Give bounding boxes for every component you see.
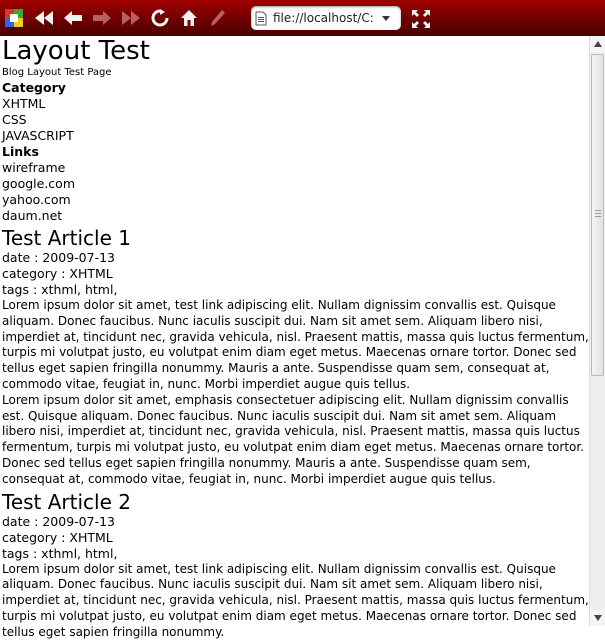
article-paragraph: Lorem ipsum dolor sit amet, test link adipiscing elit. Nullam dignissim convallis est. Quisque aliquam. Donec faucibus. Nunc iaculis suscipit dui. Nam sit amet sem. Aliquam libero nisi, imperdiet at, tincidunt nec, gravida vehicula, nisl. Praesent mattis, massa quis luctus fermentum, turpis mi volutpat justo, eu volutpat enim diam eget metus. Maecenas ornare tortor. Donec sed tellus eget sapien fringilla nonummy. xyxy=(2,561,589,639)
article xyxy=(2,226,589,488)
home-icon xyxy=(180,9,198,27)
page-content xyxy=(0,36,589,639)
article-paragraph: Lorem ipsum dolor sit amet, test link adipiscing elit. Nullam dignissim convallis est. Quisque aliquam. Donec faucibus. Nunc iaculis suscipit dui. Nam sit amet sem. Aliquam libero nisi, imperdiet at, tincidunt nec, gravida vehicula, nisl. Praesent mattis, massa quis luctus fermentum, turpis mi volutpat justo, eu volutpat enim diam eget metus. Maecenas ornare tortor. Donec sed tellus eget sapien fringilla nonummy. Mauris a ante. Suspendisse quam sem, consequat at, commodo vitae, feugiat in, nunc. Morbi imperdiet augue quis tellus. xyxy=(2,298,589,391)
forward-button[interactable] xyxy=(89,4,115,32)
link-wireframe[interactable]: wireframe xyxy=(2,160,66,175)
article-date: date : 2009-07-13 xyxy=(2,250,115,265)
fast-forward-button[interactable] xyxy=(118,4,144,32)
rewind-button[interactable] xyxy=(31,4,57,32)
page-title: Layout Test xyxy=(2,36,150,66)
links-heading: Links xyxy=(2,144,39,159)
category-link-xhtml[interactable]: XHTML xyxy=(2,96,46,111)
address-input[interactable] xyxy=(273,9,381,27)
vertical-scrollbar[interactable] xyxy=(589,36,605,626)
address-bar[interactable] xyxy=(251,6,401,30)
back-icon xyxy=(63,10,83,26)
reload-button[interactable] xyxy=(147,4,173,32)
fast-forward-icon xyxy=(120,10,142,26)
scroll-down-icon xyxy=(594,615,602,621)
pencil-icon xyxy=(210,9,226,27)
scroll-up-button[interactable] xyxy=(590,36,605,52)
forward-icon xyxy=(92,10,112,26)
grip-line xyxy=(595,216,601,217)
reload-icon xyxy=(151,9,169,27)
fullscreen-icon xyxy=(410,8,432,30)
article-tags: tags : xthml, html, xyxy=(2,282,118,297)
chrome-logo-icon[interactable] xyxy=(3,7,25,29)
article-title: Test Article 1 xyxy=(2,226,131,250)
link-google[interactable]: google.com xyxy=(2,176,75,191)
fullscreen-button[interactable] xyxy=(410,8,432,30)
rewind-icon xyxy=(33,10,55,26)
category-heading: Category xyxy=(2,80,66,95)
article-category: category : XHTML xyxy=(2,529,113,545)
grip-line xyxy=(595,210,601,211)
article-title: Test Article 2 xyxy=(2,489,131,514)
scroll-up-icon xyxy=(594,41,602,47)
article-paragraph: Lorem ipsum dolor sit amet, emphasis consectetuer adipiscing elit. Nullam dignissim convallis est. Quisque aliquam. Donec faucibus. Nunc iaculis suscipit dui. Nam sit amet sem. Aliquam libero nisi, imperdiet at, tincidunt nec, gravida vehicula, nisl. Praesent mattis, massa quis luctus fermentum, turpis mi volutpat justo, eu volutpat enim diam eget metus. Maecenas ornare tortor. Donec sed tellus eget sapien fringilla nonummy. Mauris a ante. Suspendisse quam sem, consequat at, commodo vitae, feugiat in, nunc. Morbi imperdiet augue quis tellus. xyxy=(2,392,585,486)
article-category: category : XHTML xyxy=(2,266,113,281)
file-icon xyxy=(255,11,267,26)
article-date: date : 2009-07-13 xyxy=(2,513,115,529)
back-button[interactable] xyxy=(60,4,86,32)
link-yahoo[interactable]: yahoo.com xyxy=(2,192,71,207)
category-link-javascript[interactable]: JAVASCRIPT xyxy=(2,128,74,143)
link-daum[interactable]: daum.net xyxy=(2,208,63,223)
home-button[interactable] xyxy=(176,4,202,32)
scrollbar-thumb[interactable] xyxy=(591,54,604,376)
article xyxy=(2,490,589,641)
grip-line xyxy=(595,213,601,214)
category-link-css[interactable]: CSS xyxy=(2,112,27,127)
edit-button[interactable] xyxy=(205,4,231,32)
dropdown-arrow-icon[interactable] xyxy=(381,13,391,23)
article-tags: tags : xthml, html, xyxy=(2,545,118,561)
page-subtitle: Blog Layout Test Page xyxy=(2,67,112,78)
scroll-down-button[interactable] xyxy=(590,610,605,626)
